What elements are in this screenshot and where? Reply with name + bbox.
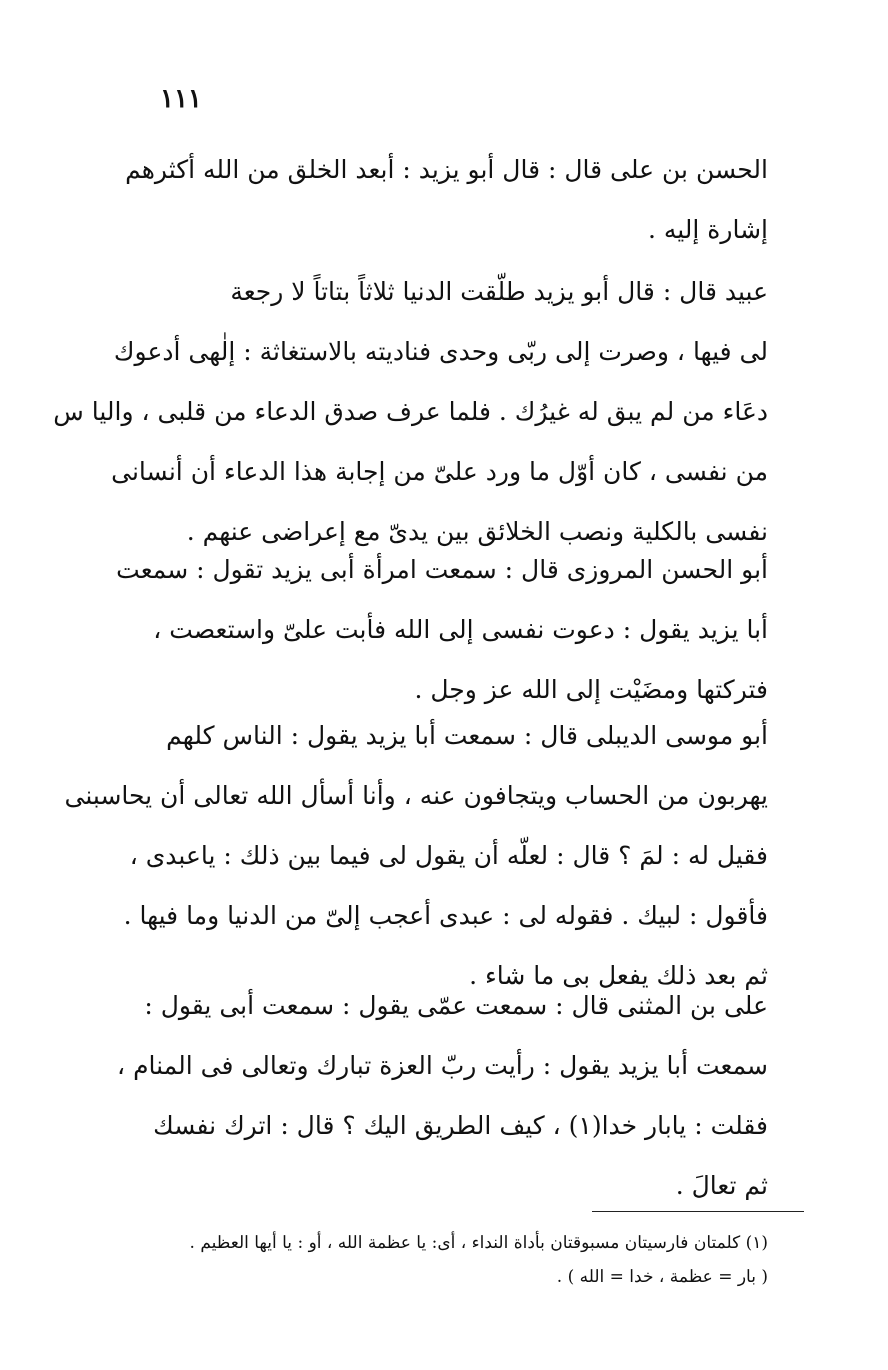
paragraph-line: على بن المثنى قال : سمعت عمّى يقول : سمعت أبى يقول :	[144, 991, 768, 1020]
footnote-divider	[592, 1211, 804, 1212]
paragraph-line: ثم تعالَ .	[675, 1171, 768, 1200]
paragraph-line: دعَاء من لم يبق له غيرُك . فلما عرف صدق الدعاء من قلبى ، واليا س	[53, 397, 768, 426]
paragraph-ubayd	[53, 262, 768, 562]
paragraph-line: فأقول : لبيك . فقوله لى : عبدى أعجب إلىّ من الدنيا وما فيها .	[123, 901, 768, 930]
paragraph-line: يهربون من الحساب ويتجافون عنه ، وأنا أسأل الله تعالى أن يحاسبنى	[64, 781, 768, 810]
page-number: ١١١	[160, 84, 202, 114]
paragraph-line: أبو الحسن المروزى قال : سمعت امرأة أبى يزيد تقول : سمعت	[116, 555, 768, 584]
paragraph-line: الحسن بن على قال : قال أبو يزيد : أبعد الخلق من الله أكثرهم	[125, 155, 768, 184]
paragraph-line: لى فيها ، وصرت إلى ربّى وحدى فناديته بالاستغاثة : إلٰهى أدعوك	[113, 337, 768, 366]
paragraph-line: فقلت : يابار خدا(١) ، كيف الطريق اليك ؟ قال : اترك نفسك	[153, 1111, 768, 1140]
footnote	[140, 1226, 768, 1294]
footnote-line: ( بار = عظمة ، خدا = الله ) .	[556, 1267, 768, 1287]
paragraph-al-daybuli	[64, 706, 768, 1006]
paragraph-ali-ibn-al-muthanna	[117, 976, 768, 1216]
paragraph-line: ثم بعد ذلك يفعل بى ما شاء .	[469, 961, 768, 990]
paragraph-line: نفسى بالكلية ونصب الخلائق بين يدىّ مع إعراضى عنهم .	[186, 517, 768, 546]
paragraph-hasan-ibn-ali	[125, 140, 768, 260]
paragraph-line: أبو موسى الديبلى قال : سمعت أبا يزيد يقول : الناس كلهم	[166, 721, 768, 750]
paragraph-line: فتركتها ومضَيْت إلى الله عز وجل .	[414, 675, 768, 704]
paragraph-line: سمعت أبا يزيد يقول : رأيت ربّ العزة تبارك وتعالى فى المنام ،	[117, 1051, 768, 1080]
paragraph-line: فقيل له : لمَ ؟ قال : لعلّه أن يقول لى فيما بين ذلك : ياعبدى ،	[129, 841, 768, 870]
paragraph-al-marwazi	[116, 540, 768, 720]
paragraph-line: عبيد قال : قال أبو يزيد طلّقت الدنيا ثلاثاً بتاتاً لا رجعة	[230, 277, 768, 306]
paragraph-line: من نفسى ، كان أوّل ما ورد علىّ من إجابة هذا الدعاء أن أنسانى	[111, 457, 768, 486]
paragraph-line: أبا يزيد يقول : دعوت نفسى إلى الله فأبت علىّ واستعصت ،	[153, 615, 768, 644]
footnote-line: (١) كلمتان فارسيتان مسبوقتان بأداة النداء ، أى: يا عظمة الله ، أو : يا أيها العظيم .	[189, 1233, 768, 1253]
paragraph-line: إشارة إليه .	[647, 215, 768, 244]
